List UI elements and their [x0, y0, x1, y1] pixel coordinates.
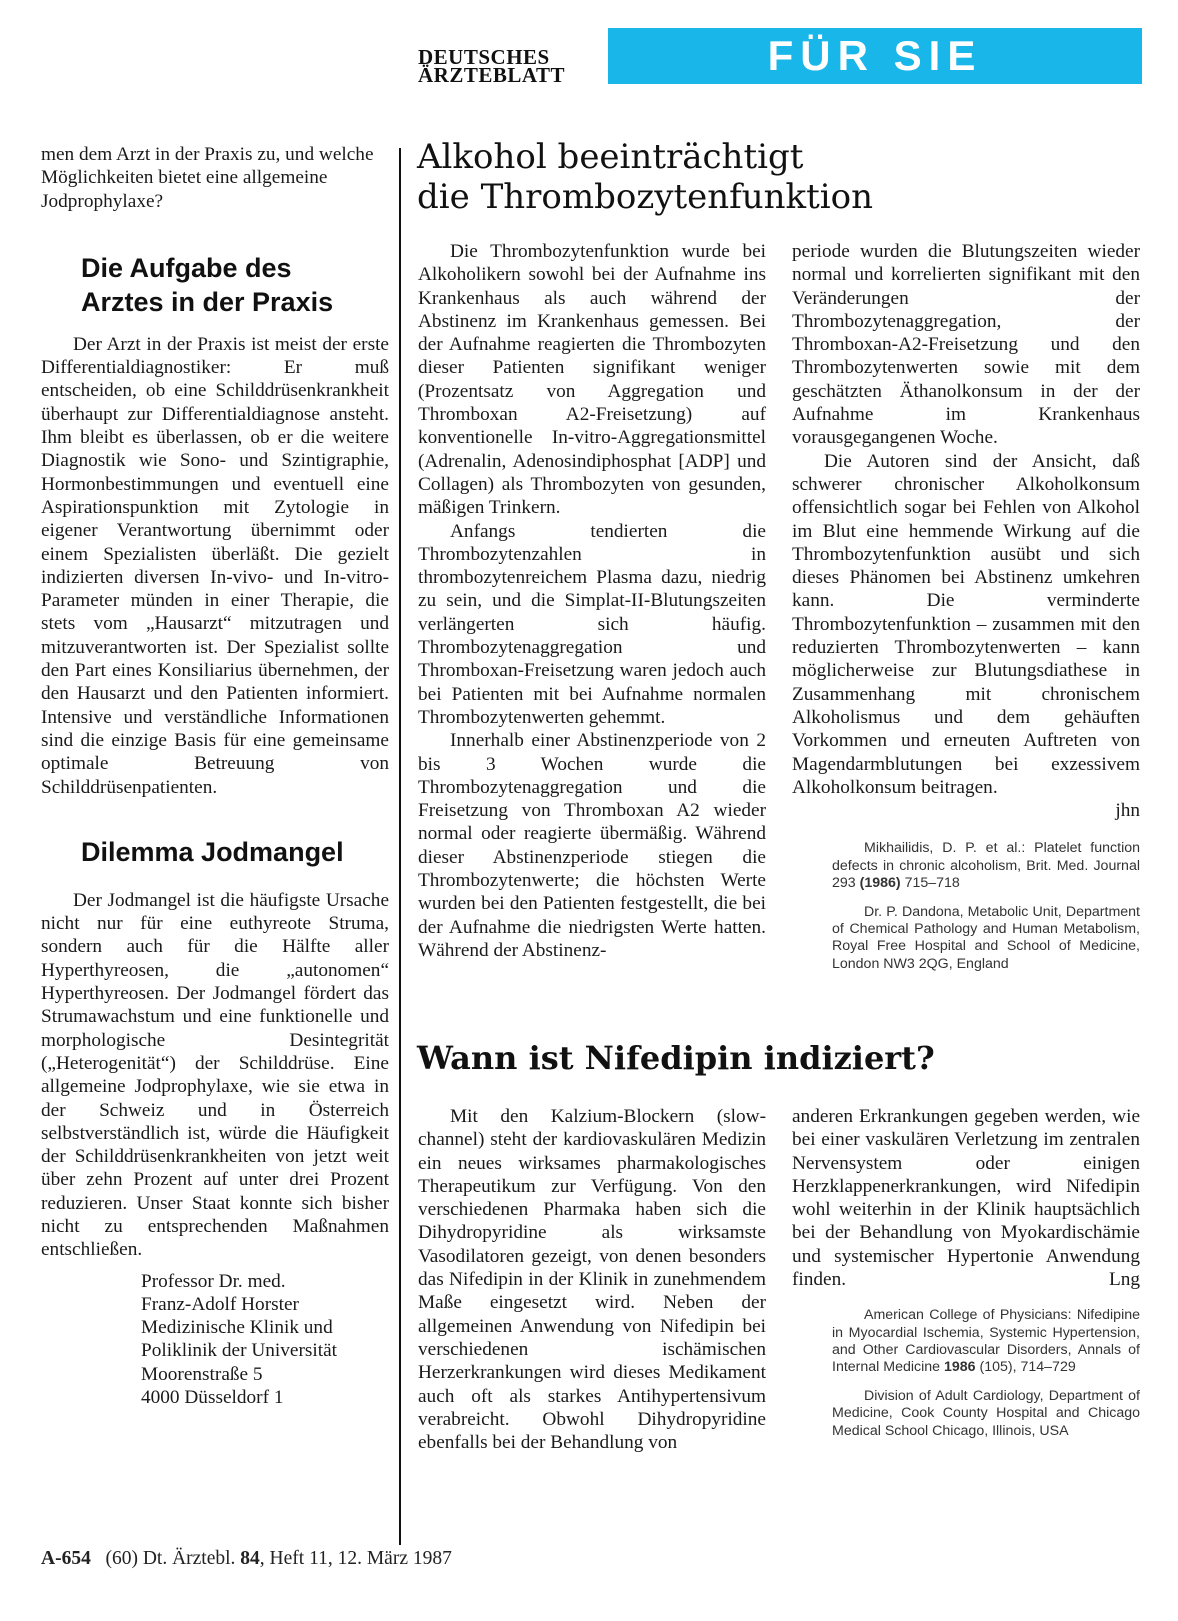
- column-divider: [399, 148, 401, 1545]
- article2-signature: Lng: [1108, 1269, 1140, 1291]
- article1-column-right: [792, 240, 1140, 985]
- article1-title: Alkohol beeinträchtigt die Thrombozytenfunktion: [417, 137, 874, 217]
- left-column: [41, 143, 389, 1409]
- section-heading-praxis: Die Aufgabe des Arztes in der Praxis: [81, 252, 334, 317]
- masthead-line2: ÄRZTEBLATT: [418, 63, 565, 87]
- article1-column-mid: [418, 240, 766, 962]
- article1-paragraph: Anfangs tendierten die Thrombozytenzahlen in thrombozytenreichem Plasma dazu, niedrig zu sein, und die Simplat-II-Blutungszeiten verlängerten sich häufig. Thrombozytenaggregation und Thromboxan-Freisetzung waren jedoch auch bei Patienten mit bei Aufnahme normalen Thrombozytenwerten gehemmt.: [418, 520, 766, 728]
- page-number: A-654: [41, 1548, 91, 1569]
- article1-signature: jhn: [1115, 800, 1140, 822]
- article2-title: Wann ist Nifedipin indiziert?: [417, 1039, 935, 1077]
- article1-paragraph: Innerhalb einer Abstinenzperiode von 2 bis 3 Wochen wurde die Thrombozytenaggregation und die Freisetzung von Thromboxan A2 wieder normal oder reagierte übermäßig. Während dieser Abstinenzperiode stiegen die Thrombozytenwerte; die höchsten Werte wurden bei den Patienten festgestellt, die bei der Aufnahme die niedrigsten Werte hatten. Während der Abstinenz-: [418, 730, 766, 961]
- article2-column-right: [792, 1105, 1140, 1452]
- article2-paragraph: anderen Erkrankungen gegeben werden, wie bei einer vaskulären Verletzung im zentralen Nervensystem oder einigen Herzklappenerkrankungen, wird Nifedipin wohl weiterhin in der Klinik hauptsächlich bei der Behandlung von Myokardischämie und systemischer Hypertonie Anwendung finden. Lng: [792, 1106, 1140, 1291]
- reference-citation: Mikhailidis, D. P. et al.: Platelet function defects in chronic alcoholism, Brit. Med. Journal 293 (1986) 715–718: [832, 840, 1140, 891]
- intro-text: men dem Arzt in der Praxis zu, und welche Möglichkeiten bietet eine allgemeine Jodprophylaxe?: [41, 144, 374, 212]
- masthead-logo: [418, 45, 565, 87]
- author-address: Professor Dr. med. Franz-Adolf Horster Medizinische Klinik und Poliklinik der Universität Moorenstraße 5 4000 Düsseldorf 1: [141, 1270, 338, 1409]
- reference-address: Dr. P. Dandona, Metabolic Unit, Department of Chemical Pathology and Human Metabolism, Royal Free Hospital and School of Medicine, London NW3 2QG, England: [832, 904, 1140, 972]
- paragraph-praxis: Der Arzt in der Praxis ist meist der erste Differentialdiagnostiker: Er muß entscheiden, ob eine Schilddrüsenkrankheit überhaupt zur Differentialdiagnose ansteht. Ihm bleibt es überlassen, ob er die weitere Diagnostik wie Sono- und Szintigraphie, Hormonbestimmungen und eventuell eine Aspirationspunktion mit Zytologie in eigener Verantwortung übernimmt oder einem Spezialisten überläßt. Die gezielt indizierten diversen In-vivo- und In-vitro-Parameter münden in einer Therapie, die stets vom „Hausarzt“ mitzutragen und mitzuverantworten ist. Der Spezialist sollte den Part eines Konsiliarius übernehmen, der den Hausarzt und den Patienten informiert. Intensive und verständliche Informationen sind die einzige Basis für eine gemeinsame optimale Betreuung von Schilddrüsenpatienten.: [41, 333, 389, 798]
- paragraph-jodmangel: Der Jodmangel ist die häufigste Ursache nicht nur für eine euthyreote Struma, sondern auch für die Hälfte aller Hyperthyreosen, die „autonomen“ Hyperthyreosen. Der Jodmangel fördert das Strumawachstum und eine funktionelle und morphologische Desintegrität („Heterogenität“) der Schilddrüse. Eine allgemeine Jodprophylaxe, wie sie etwa in der Schweiz und in Österreich selbstverständlich ist, würde die Häufigkeit der Schilddrüsenkrankheiten von jetzt weit über zehn Prozent auf unter drei Prozent reduzieren. Unser Staat konnte sich bisher nicht zu entsprechenden Maßnahmen entschließen.: [41, 889, 389, 1261]
- article2-paragraph: Mit den Kalzium-Blockern (slow-channel) steht der kardiovaskulären Medizin ein neues wirksames pharmakologisches Therapeutikum zur Verfügung. Von den verschiedenen Pharmaka haben sich die Dihydropyridine als wirksamste Vasodilatoren gezeigt, von denen besonders das Nifedipin in der Klinik in zunehmendem Maße eingesetzt wird. Neben der allgemeinen Anwendung von Nifedipin bei verschiedenen ischämischen Herzerkrankungen wird dieses Medikament auch oft als starkes Antihypertensivum verabreicht. Obwohl Dihydropyridine ebenfalls bei der Behandlung von: [418, 1106, 766, 1454]
- article1-paragraph: Die Autoren sind der Ansicht, daß schwerer chronischer Alkoholkonsum offensichtlich sogar bei Fehlen von Alkohol im Blut eine hemmende Wirkung auf die Thrombozytenfunktion ausübt und sich dieses Phänomen bei Abstinenz umkehren kann. Die verminderte Thrombozytenfunktion – zusammen mit den reduzierten Thrombozytenwerten – kann möglicherweise zur Blutungsdiathese in Zusammenhang mit chronischem Alkoholismus und dem gehäuften Vorkommen und erneuten Auftreten von Magendarmblutungen bei exzessivem Alkoholkonsum beitragen.: [792, 450, 1140, 798]
- page-footer: A-654 (60) Dt. Ärztebl. 84, Heft 11, 12. März 1987: [41, 1548, 452, 1569]
- article2-column-mid: [418, 1105, 766, 1454]
- article1-paragraph: periode wurden die Blutungszeiten wieder normal und korrelierten signifikant mit den Veränderungen der Thrombozytenaggregation, der Thromboxan-A2-Freisetzung und den Thrombozytenwerten sowie mit dem geschätzten Äthanolkonsum in der der Aufnahme im Krankenhaus vorausgegangenen Woche.: [792, 241, 1140, 449]
- masthead-line1: DEUTSCHES: [418, 45, 550, 69]
- article2-references: [832, 1307, 1140, 1439]
- reference-address: Division of Adult Cardiology, Department of Medicine, Cook County Hospital and Chicago Medical School Chicago, Illinois, USA: [832, 1388, 1140, 1439]
- reference-citation: American College of Physicians: Nifedipine in Myocardial Ischemia, Systemic Hypertension, and Other Cardiovascular Disorders, Annals of Internal Medicine 1986 (105), 714–729: [832, 1307, 1140, 1375]
- section-banner: FÜR SIE REFERIERT: [608, 28, 1142, 84]
- article1-references: [832, 840, 1140, 972]
- section-heading-jodmangel: Dilemma Jodmangel: [81, 836, 344, 867]
- article1-paragraph: Die Thrombozytenfunktion wurde bei Alkoholikern sowohl bei der Aufnahme ins Krankenhaus als auch während der Abstinenz im Krankenhaus gemessen. Bei der Aufnahme reagierten die Thrombozyten dieser Patienten signifikant weniger (Prozentsatz von Aggregation und Thromboxan A2-Freisetzung) auf konventionelle In-vitro-Aggregationsmittel (Adrenalin, Adenosindiphosphat [ADP] und Collagen) als Thrombozyten von gesunden, mäßigen Trinkern.: [418, 241, 766, 519]
